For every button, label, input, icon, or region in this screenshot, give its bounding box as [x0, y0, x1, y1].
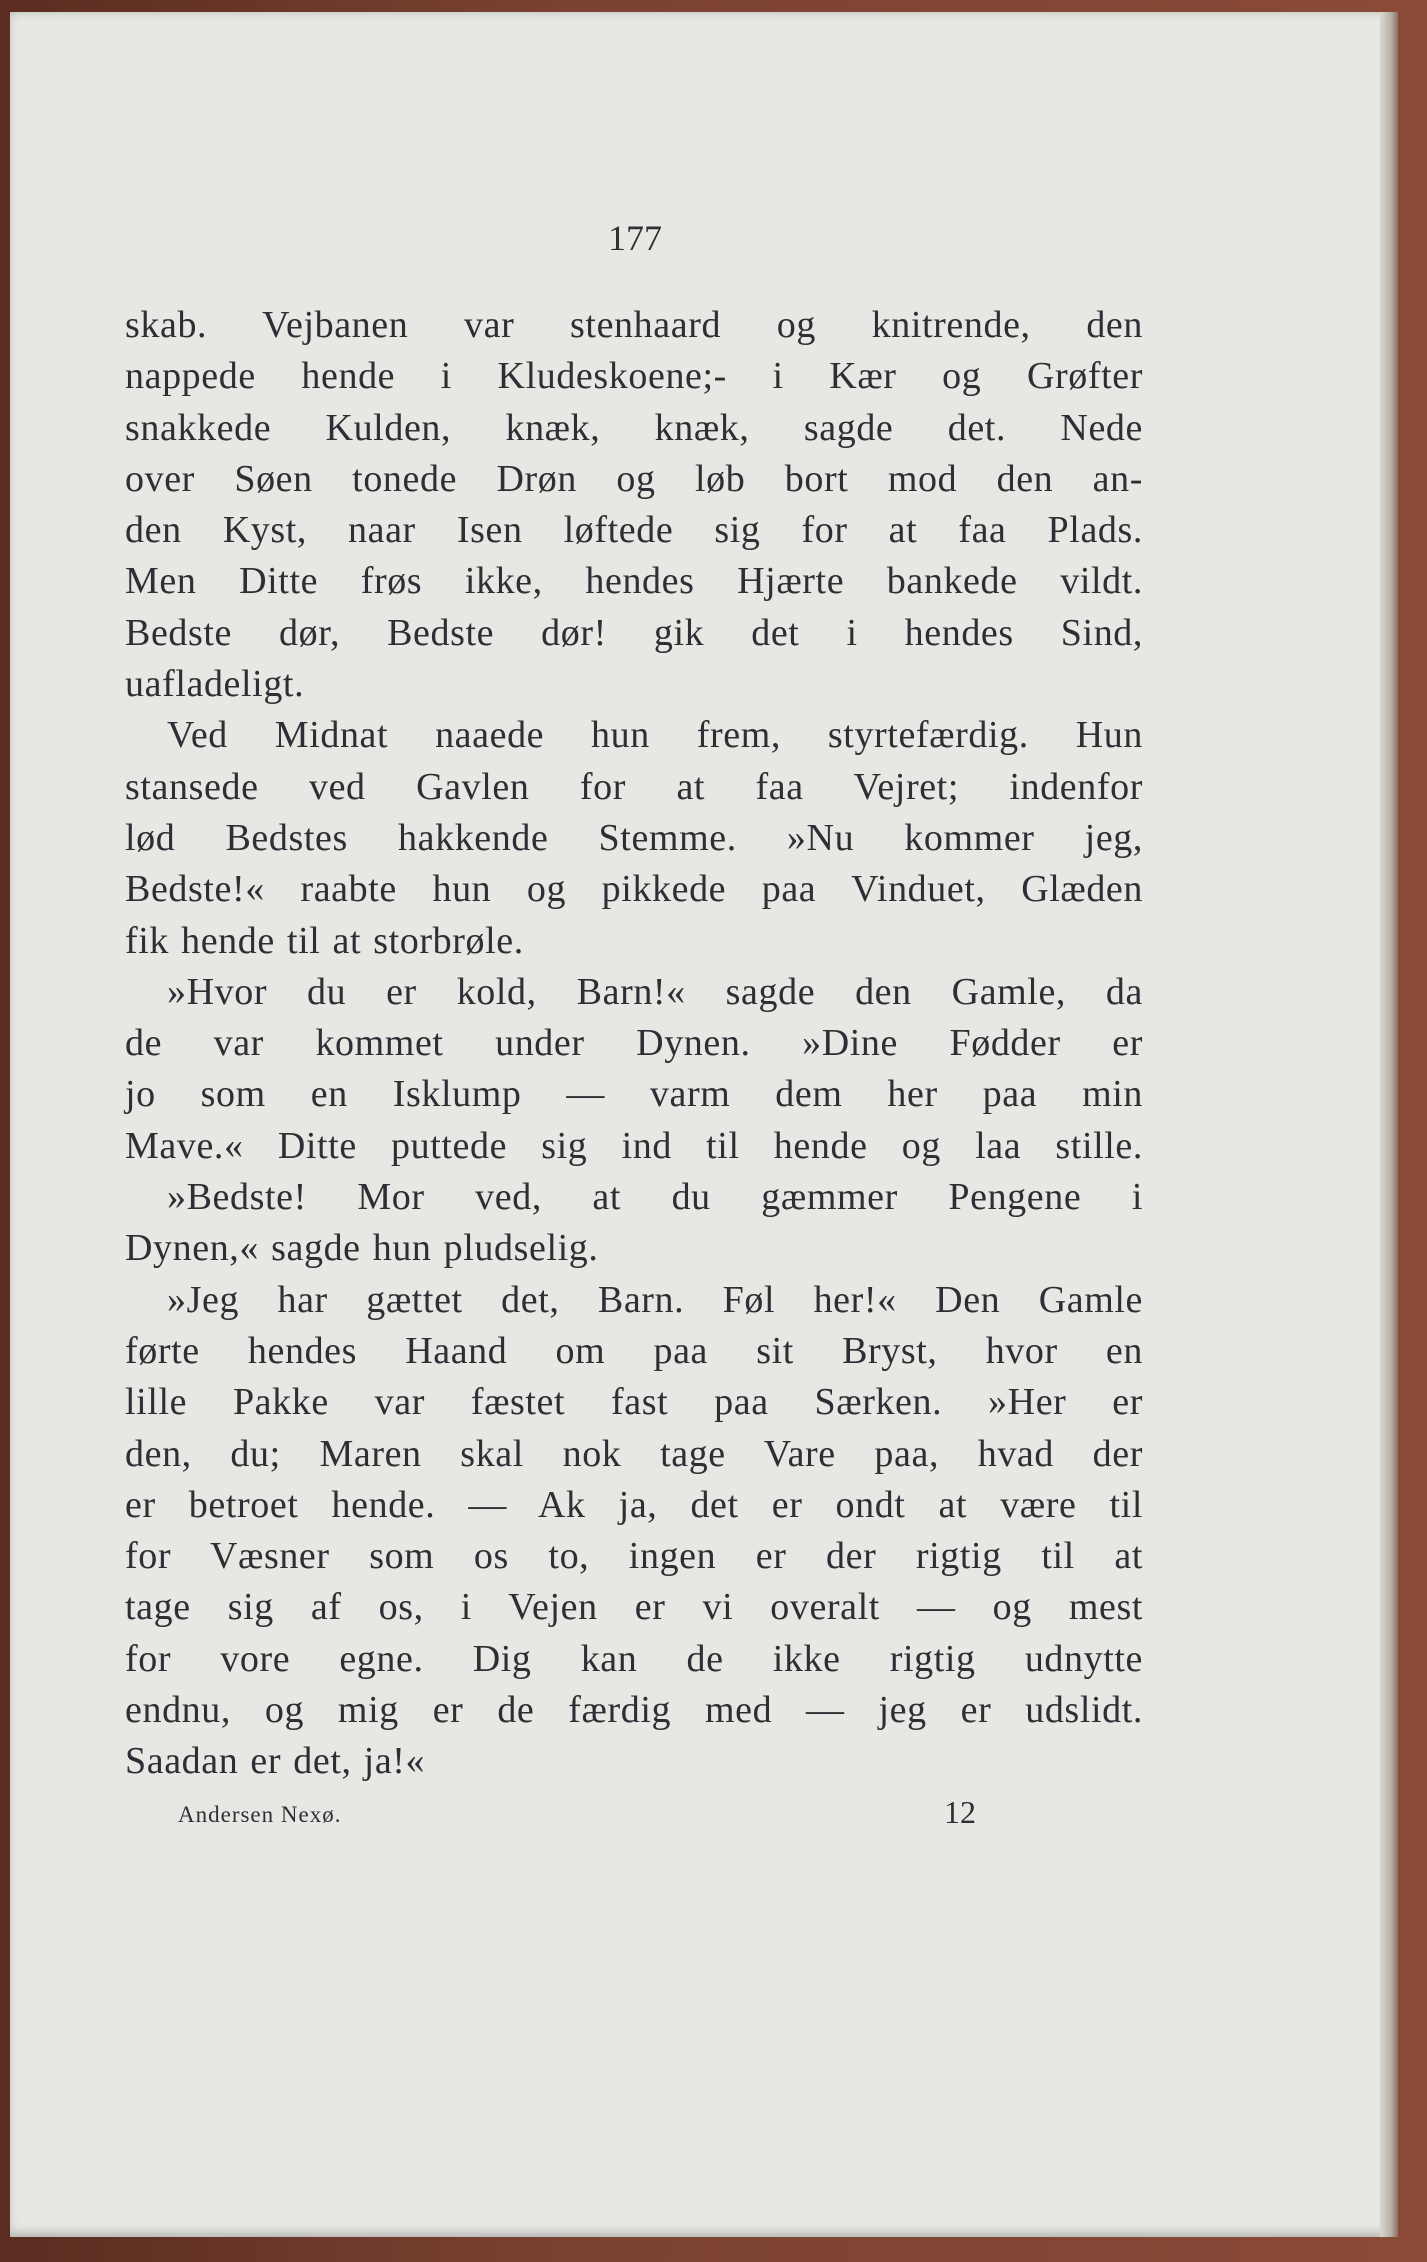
text-line: lød Bedstes hakkende Stemme. »Nu kommer jeg, [125, 816, 1143, 859]
text-line: lille Pakke var fæstet fast paa Særken. »Her er [125, 1381, 1143, 1424]
text-line: endnu, og mig er de færdig med — jeg er udslidt. [125, 1689, 1143, 1732]
text-line: over Søen tonede Drøn og løb bort mod den an- [125, 457, 1143, 500]
text-line: snakkede Kulden, knæk, knæk, sagde det. Nede [125, 406, 1143, 449]
text-line: den Kyst, naar Isen løftede sig for at faa Plads. [125, 509, 1143, 552]
text-line: de var kommet under Dynen. »Dine Fødder er [125, 1022, 1143, 1065]
text-line: uafladeligt. [125, 663, 305, 706]
text-line: er betroet hende. — Ak ja, det er ondt at være til [125, 1483, 1143, 1526]
footer-sheet-number: 12 [944, 1794, 976, 1830]
footer-signature: Andersen Nexø. [178, 1802, 342, 1827]
text-line: Bedste!« raabte hun og pikkede paa Vinduet, Glæden [125, 868, 1143, 911]
text-line: Ved Midnat naaede hun frem, styrtefærdig. Hun [167, 714, 1143, 757]
text-line: tage sig af os, i Vejen er vi overalt — og mest [125, 1586, 1143, 1629]
text-line: jo som en Isklump — varm dem her paa min [125, 1073, 1143, 1116]
page-number: 177 [608, 218, 662, 258]
text-line: skab. Vejbanen var stenhaard og knitrende, den [125, 304, 1143, 346]
text-line: fik hende til at storbrøle. [125, 919, 524, 962]
text-line: »Jeg har gættet det, Barn. Føl her!« Den Gamle [167, 1278, 1143, 1321]
text-line: for Væsner som os to, ingen er der rigtig til at [125, 1535, 1143, 1578]
text-line: Saadan er det, ja!« [125, 1740, 426, 1783]
text-line: stansede ved Gavlen for at faa Vejret; indenfor [125, 765, 1143, 808]
body-text [125, 300, 1143, 1788]
text-line: »Bedste! Mor ved, at du gæmmer Pengene i [167, 1176, 1143, 1219]
text-line: Men Ditte frøs ikke, hendes Hjærte bankede vildt. [125, 560, 1143, 603]
text-line: Dynen,« sagde hun pludselig. [125, 1227, 599, 1270]
text-line: »Hvor du er kold, Barn!« sagde den Gamle, da [167, 970, 1143, 1013]
text-line: Bedste dør, Bedste dør! gik det i hendes Sind, [125, 611, 1143, 654]
text-line: førte hendes Haand om paa sit Bryst, hvor en [125, 1329, 1143, 1372]
text-line: Mave.« Ditte puttede sig ind til hende og laa stille. [125, 1124, 1143, 1167]
book-page [10, 12, 1398, 2237]
text-line: nappede hende i Kludeskoene;- i Kær og Grøfter [125, 355, 1143, 398]
text-line: for vore egne. Dig kan de ikke rigtig udnytte [125, 1637, 1143, 1680]
page-edge [1380, 12, 1398, 2237]
text-line: den, du; Maren skal nok tage Vare paa, hvad der [125, 1432, 1143, 1475]
